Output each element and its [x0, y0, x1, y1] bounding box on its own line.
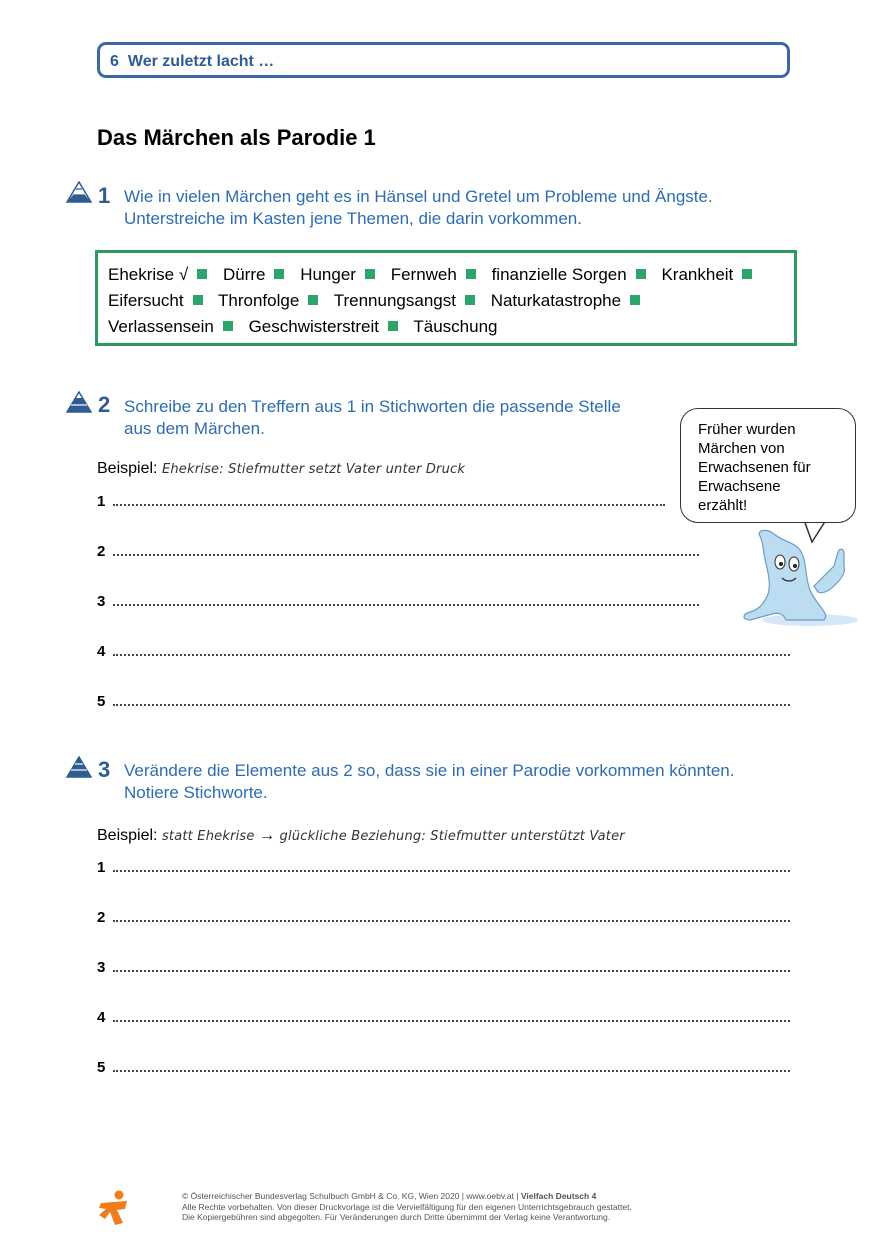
dotted-line: [113, 920, 790, 922]
answer-line[interactable]: 2: [97, 543, 113, 560]
topic-item: Verlassensein: [108, 317, 214, 336]
ghost-mascot-icon: [738, 528, 860, 628]
bullet-square-icon: [636, 269, 646, 279]
dotted-line: [113, 504, 665, 506]
task2-instruction: [124, 396, 621, 440]
bullet-square-icon: [388, 321, 398, 331]
answer-line[interactable]: 4: [97, 1009, 113, 1026]
dotted-line: [113, 870, 790, 872]
bullet-square-icon: [630, 295, 640, 305]
dotted-line: [113, 1020, 790, 1022]
topic-item: finanzielle Sorgen: [491, 265, 627, 284]
bullet-square-icon: [308, 295, 318, 305]
topic-item: Geschwisterstreit: [248, 317, 379, 336]
dotted-line: [113, 970, 790, 972]
topic-item: Fernweh: [390, 265, 457, 284]
topic-item: Ehekrise √: [108, 265, 189, 284]
dotted-line: [113, 604, 699, 606]
task3-number: 3: [98, 757, 111, 782]
bullet-square-icon: [742, 269, 752, 279]
topic-item: Eifersucht: [108, 291, 184, 310]
task3-line2: Notiere Stichworte.: [124, 783, 268, 802]
arrow-right-icon: →: [259, 827, 276, 844]
publisher-logo-icon: [97, 1189, 133, 1227]
topic-item: Täuschung: [413, 317, 498, 336]
answer-line[interactable]: 1: [97, 859, 113, 876]
footer-copyright: © Österreichischer Bundesverlag Schulbuch GmbH & Co. KG, Wien 2020 | www.oebv.at | Vielfach Deutsch 4 Alle Rechte vorbehalten. Von dieser Druckvorlage ist die Vervielfältigung für den eigenen Unterrichtsgebrauch gestattet. Die Kopiergebühren sind abgegolten. Für Veränderungen durch Dritte übernimmt der Verlag keine Verantwortung.: [182, 1191, 632, 1222]
answer-line[interactable]: 1: [97, 493, 113, 510]
difficulty-level-1-icon: [66, 181, 92, 203]
task2-line2: aus dem Märchen.: [124, 419, 265, 438]
bullet-square-icon: [274, 269, 284, 279]
task2-example: [97, 460, 465, 478]
bullet-square-icon: [223, 321, 233, 331]
task1-line1: Wie in vielen Märchen geht es in Hänsel und Gretel um Probleme und Ängste.: [124, 187, 713, 206]
task2-number: 2: [98, 392, 111, 417]
chapter-number: 6: [110, 53, 119, 70]
difficulty-level-3-icon: [66, 756, 92, 778]
bullet-square-icon: [193, 295, 203, 305]
dotted-line: [113, 704, 790, 706]
answer-line[interactable]: 2: [97, 909, 113, 926]
example-label: Beispiel:: [97, 827, 158, 844]
answer-line[interactable]: 5: [97, 1059, 113, 1076]
chapter-header: [110, 53, 274, 71]
task3-line1: Verändere die Elemente aus 2 so, dass sie in einer Parodie vorkommen könnten.: [124, 761, 735, 780]
bullet-square-icon: [197, 269, 207, 279]
page-title: Das Märchen als Parodie 1: [97, 125, 376, 150]
topic-item: Dürre: [222, 265, 266, 284]
dotted-line: [113, 654, 790, 656]
dotted-line: [113, 554, 699, 556]
topic-item: Thronfolge: [218, 291, 300, 310]
task1-instruction: [124, 186, 713, 230]
bullet-square-icon: [365, 269, 375, 279]
task1-line2: Unterstreiche im Kasten jene Themen, die darin vorkommen.: [124, 209, 582, 228]
task1-number: 1: [98, 183, 111, 208]
bullet-square-icon: [465, 295, 475, 305]
answer-line[interactable]: 5: [97, 693, 113, 710]
example-label: Beispiel:: [97, 460, 158, 477]
task3-example: [97, 827, 625, 845]
speech-bubble-text: Früher wurden Märchen von Erwachsenen für Erwachsene erzählt!: [698, 421, 811, 514]
answer-line[interactable]: 3: [97, 959, 113, 976]
dotted-line: [113, 1070, 790, 1072]
answer-line[interactable]: 4: [97, 643, 113, 660]
topic-item: Krankheit: [661, 265, 734, 284]
example-handwriting-part2: glückliche Beziehung: Stiefmutter unterstützt Vater: [279, 829, 625, 844]
topic-item: Trennungsangst: [333, 291, 456, 310]
answer-line[interactable]: 3: [97, 593, 113, 610]
task2-line1: Schreibe zu den Treffern aus 1 in Stichworten die passende Stelle: [124, 397, 621, 416]
topic-item: Hunger: [300, 265, 356, 284]
bullet-square-icon: [466, 269, 476, 279]
example-handwriting-part1: statt Ehekrise: [161, 829, 255, 844]
chapter-title: Wer zuletzt lacht …: [127, 53, 275, 70]
topic-item: Naturkatastrophe: [490, 291, 622, 310]
topics-list: [108, 262, 798, 340]
difficulty-level-2-icon: [66, 391, 92, 413]
example-handwriting: Ehekrise: Stiefmutter setzt Vater unter Druck: [161, 462, 466, 477]
task3-instruction: [124, 760, 734, 804]
